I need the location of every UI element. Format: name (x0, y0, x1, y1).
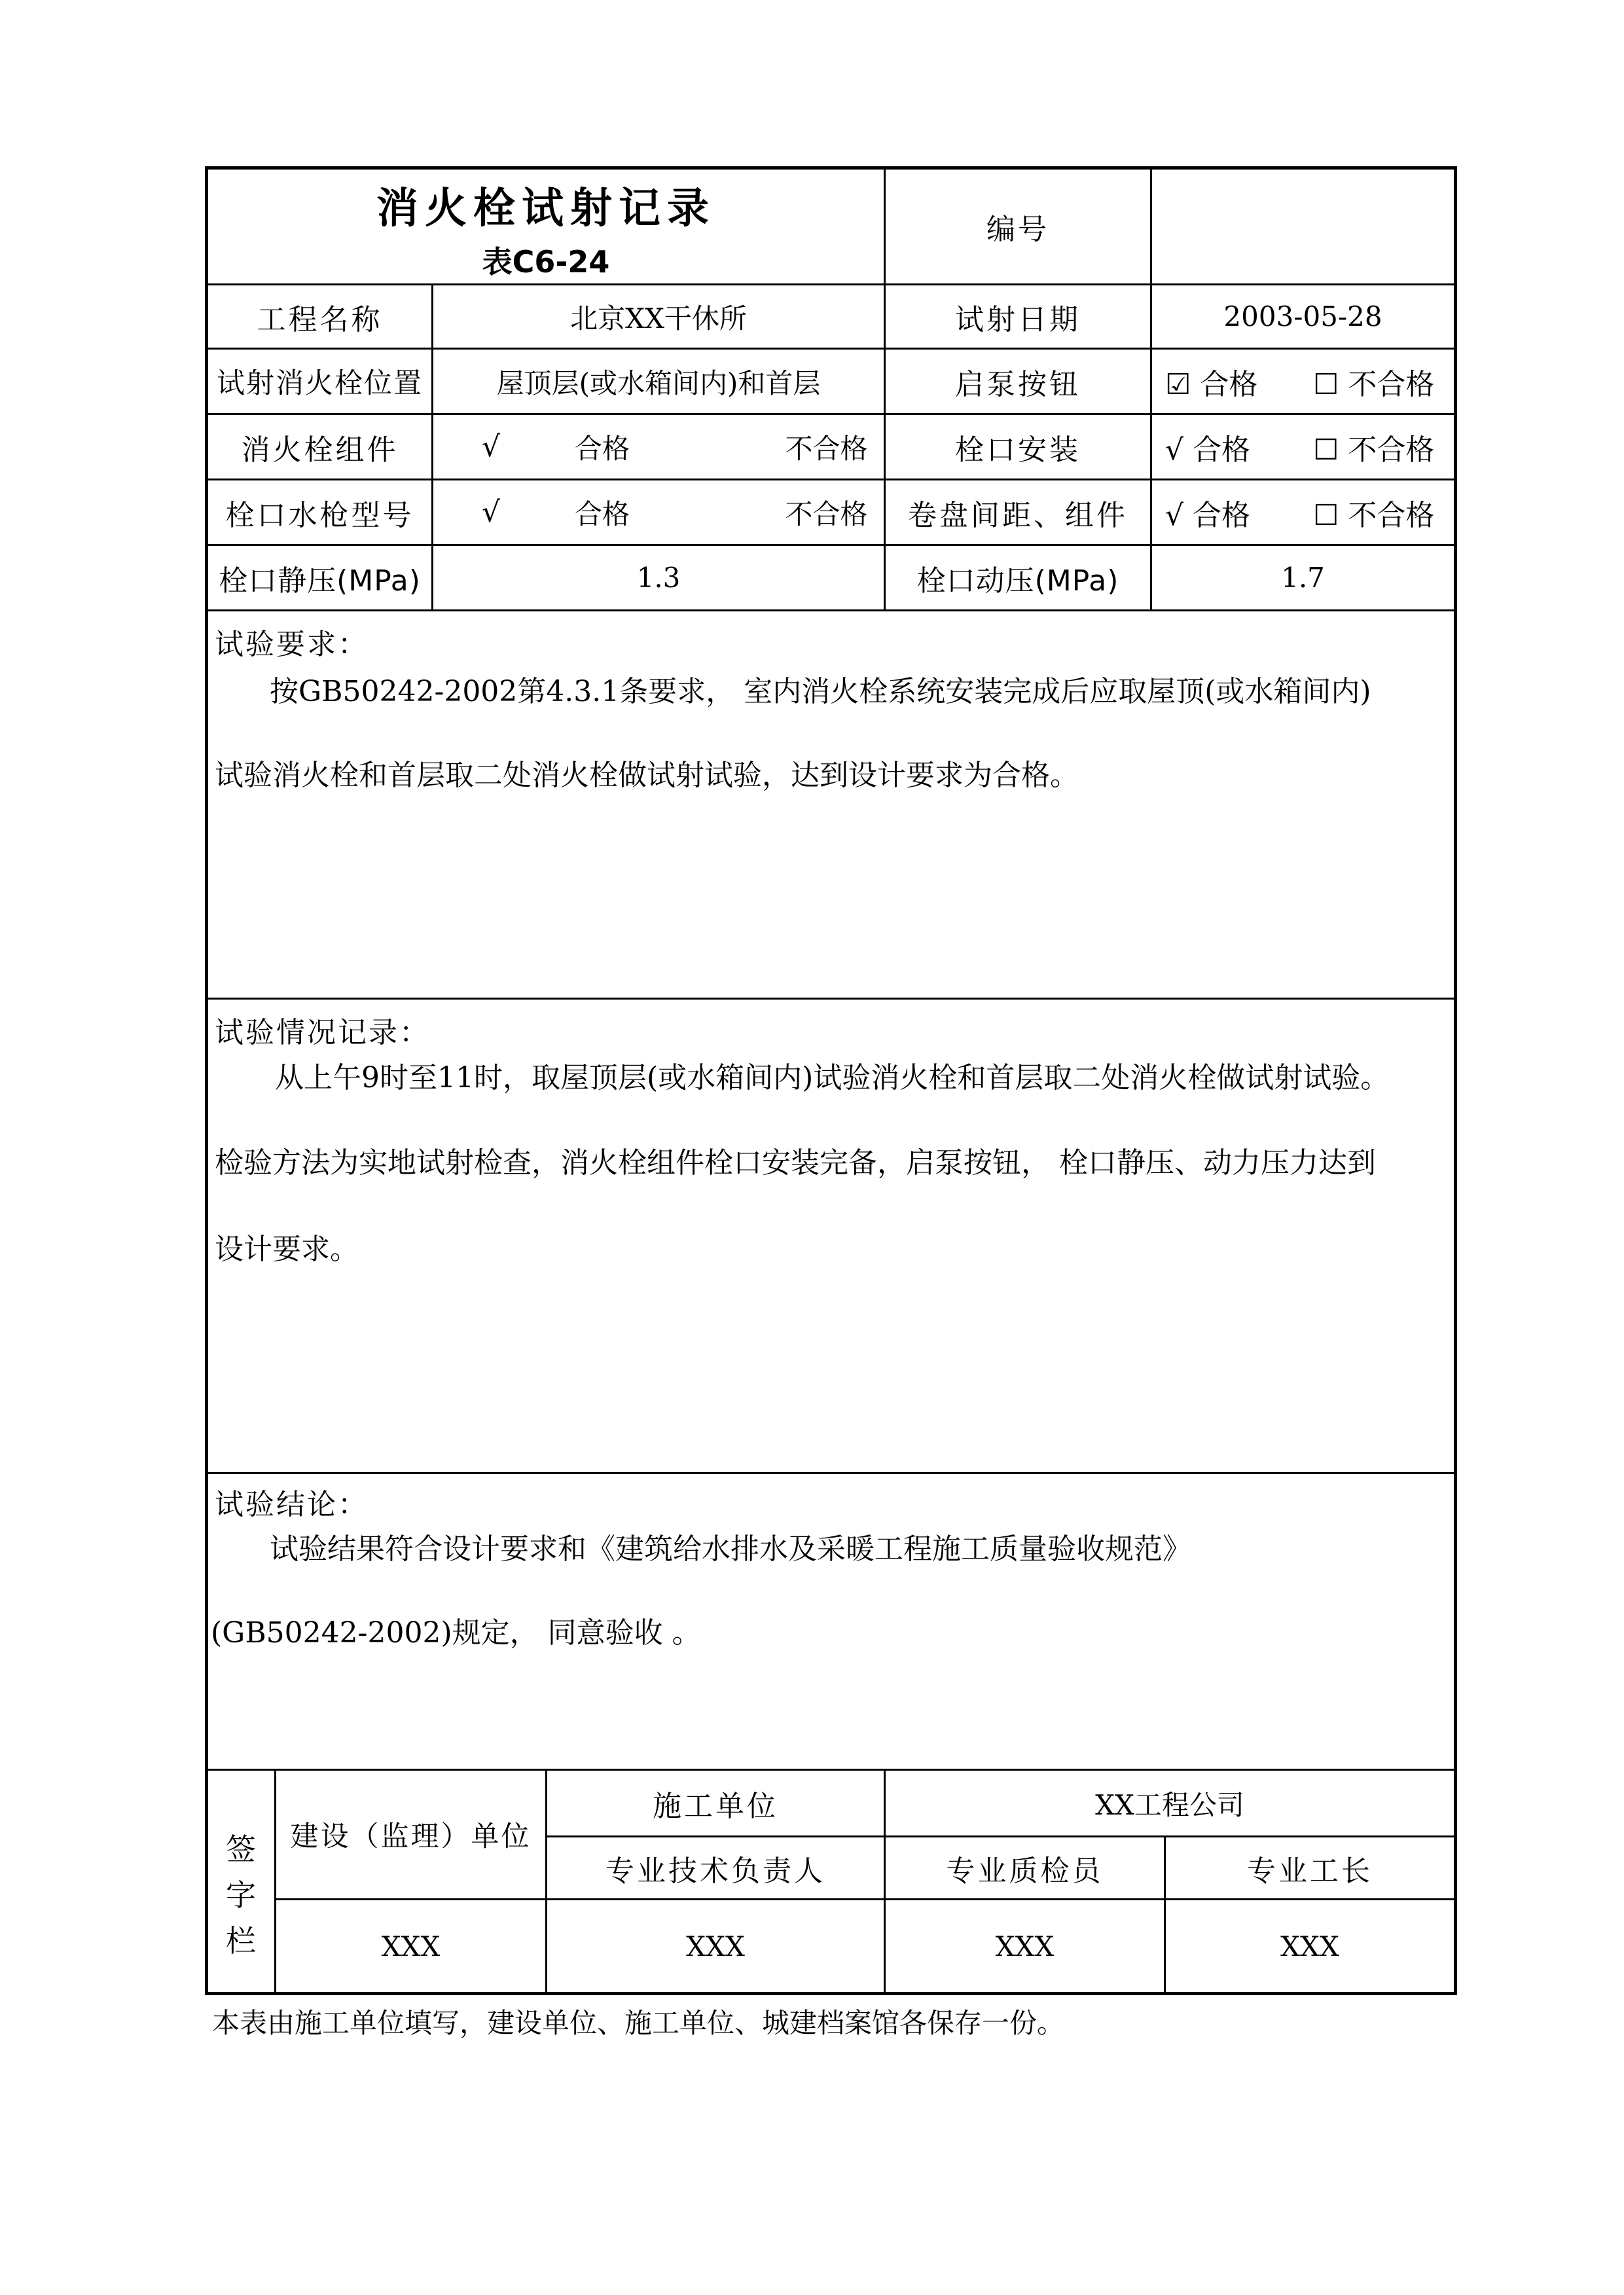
component-pass-text: 合格 (574, 432, 630, 465)
outlet-install-label: 栓口安装 (955, 433, 1081, 467)
nozzle-pass-text: 合格 (574, 497, 630, 530)
static-pressure-label: 栓口静压(MPa) (219, 564, 421, 598)
nozzle-check-mark[interactable]: √ (481, 496, 501, 529)
conclusion-line-2: (GB50242-2002)规定， 同意验收 。 (211, 1616, 701, 1650)
row-divider (207, 609, 1455, 611)
record-line-1: 从上午9时至11时，取屋顶层(或水箱间内)试验消火栓和首层取二处消火栓做试射试验。 (275, 1061, 1390, 1094)
record-line-3: 设计要求。 (215, 1233, 359, 1266)
nozzle-fail-text: 不合格 (785, 497, 868, 530)
row-divider (207, 1472, 1455, 1474)
hydrant-position-label: 试射消火栓位置 (217, 367, 423, 400)
project-name-value[interactable]: 北京XX干休所 (570, 302, 747, 334)
conclusion-line-1: 试验结果符合设计要求和《建筑给水排水及采暖工程施工质量验收规范》 (270, 1532, 1191, 1566)
component-fail-text: 不合格 (785, 432, 868, 465)
reel-fail-checkbox[interactable]: ☐ 不合格 (1313, 498, 1435, 532)
pump-pass-checkbox[interactable]: ☑ 合格 (1165, 367, 1258, 401)
foreman-label: 专业工长 (1247, 1854, 1373, 1888)
pump-button-label: 启泵按钮 (955, 367, 1081, 401)
owner-signature[interactable]: XXX (381, 1930, 441, 1962)
component-check-mark[interactable]: √ (481, 430, 501, 463)
contractor-label: 施工单位 (653, 1789, 778, 1823)
requirements-line-1: 按GB50242-2002第4.3.1条要求， 室内消火栓系统安装完成后应取屋顶(或水箱间内) (270, 675, 1371, 708)
form-title: 消火栓试射记录 (376, 185, 715, 233)
install-pass-checkbox[interactable]: √ 合格 (1165, 433, 1251, 467)
project-name-label: 工程名称 (257, 302, 383, 336)
requirements-heading: 试验要求： (215, 628, 369, 661)
form-code: 表C6-24 (482, 244, 610, 280)
record-line-2: 检验方法为实地试射检查，消火栓组件栓口安装完备，启泵按钮， 栓口静压、动力压力达到 (215, 1146, 1376, 1180)
static-pressure-value[interactable]: 1.3 (636, 562, 681, 594)
quality-inspector-signature[interactable]: XXX (995, 1930, 1055, 1962)
contractor-value[interactable]: XX工程公司 (1095, 1788, 1244, 1821)
install-fail-checkbox[interactable]: ☐ 不合格 (1313, 433, 1435, 467)
foreman-signature[interactable]: XXX (1280, 1930, 1339, 1962)
tech-lead-label: 专业技术负责人 (605, 1854, 825, 1888)
nozzle-model-label: 栓口水枪型号 (225, 498, 414, 532)
reel-pass-checkbox[interactable]: √ 合格 (1165, 498, 1251, 532)
test-date-label: 试射日期 (955, 302, 1081, 336)
number-value[interactable] (1152, 170, 1454, 283)
tech-lead-signature[interactable]: XXX (686, 1930, 745, 1962)
reel-spacing-label: 卷盘间距、组件 (908, 498, 1128, 532)
quality-inspector-label: 专业质检员 (946, 1854, 1104, 1888)
owner-unit-label: 建设（监理）单位 (290, 1820, 532, 1853)
conclusion-heading: 试验结论： (215, 1488, 369, 1521)
dynamic-pressure-value[interactable]: 1.7 (1281, 562, 1325, 594)
dynamic-pressure-label: 栓口动压(MPa) (916, 564, 1119, 598)
footer-note: 本表由施工单位填写，建设单位、施工单位、城建档案馆各保存一份。 (212, 2007, 1065, 2039)
requirements-line-2: 试验消火栓和首层取二处消火栓做试射试验，达到设计要求为合格。 (215, 759, 1079, 792)
pump-fail-checkbox[interactable]: ☐ 不合格 (1313, 367, 1435, 401)
hydrant-position-value[interactable]: 屋顶层(或水箱间内)和首层 (496, 367, 821, 399)
signature-vertical-label: 签 字 栏 (226, 1832, 256, 1959)
record-heading: 试验情况记录： (215, 1016, 430, 1049)
number-label: 编号 (986, 213, 1049, 246)
test-date-value[interactable]: 2003-05-28 (1223, 300, 1382, 333)
row-divider (207, 998, 1455, 1000)
component-label: 消火栓组件 (241, 433, 399, 467)
